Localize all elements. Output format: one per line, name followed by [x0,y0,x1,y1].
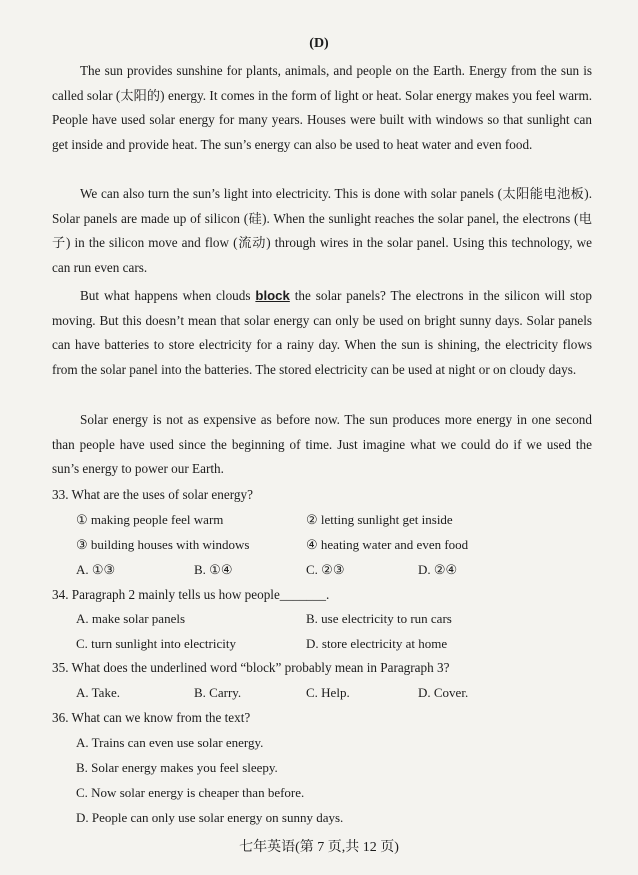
q35-option-d: D. Cover. [418,685,469,700]
question-35-stem: 35. What does the underlined word “block” probably mean in Paragraph 3? [52,660,450,675]
paragraph-2: We can also turn the sun’s light into electricity. This is done with solar panels (太阳能电池板). Solar panels are made up of silicon (硅). When the sunlight reaches the solar panel, the electrons (电子) in the silicon move and flow (流动) through wires in the solar panel. Using this technology, we can run even cars. [52,186,592,275]
paragraph-3-before: But what happens when clouds [80,288,256,303]
q33-option-a: A. ①③ [76,562,116,577]
q35-option-c: C. Help. [306,685,350,700]
q36-option-d: D. People can only use solar energy on sunny days. [76,810,344,825]
question-34-stem: 34. Paragraph 2 mainly tells us how people_______. [52,587,330,602]
page-footer: 七年英语(第 7 页,共 12 页) [239,840,399,855]
q33-statement-4: ④ heating water and even food [306,537,469,552]
q33-statement-1: ① making people feel warm [76,512,224,527]
q34-option-d: D. store electricity at home [306,636,448,651]
q35-option-b: B. Carry. [194,685,242,700]
paragraph-3-after: the solar panels? The electrons in the silicon will stop moving. But this doesn’t mean that solar energy can only be used on bright sunny days. Solar panels can have batteries to store electricity for a rainy day. When the sun is shining, the electricity flows from the solar panel into the batteries. The stored electricity can be used at night or on cloudy days. [52,288,592,377]
underlined-word-block: block [255,288,290,303]
section-title: (D) [309,36,329,51]
q34-option-b: B. use electricity to run cars [306,611,452,626]
q34-option-a: A. make solar panels [76,611,186,626]
q35-option-a: A. Take. [76,685,120,700]
q33-statement-3: ③ building houses with windows [76,537,250,552]
q33-option-c: C. ②③ [306,562,345,577]
q33-option-b: B. ①④ [194,562,233,577]
paragraph-1: The sun provides sunshine for plants, animals, and people on the Earth. Energy from the sun is called solar (太阳的) energy. It comes in the form of light or heat. Solar energy makes you feel warm. People have used solar energy for many years. Houses were built with windows so that sunlight can get inside and provide heat. The sun’s energy can also be used to heat water and even food. [52,63,592,152]
q33-option-d: D. ②④ [418,562,458,577]
question-33-stem: 33. What are the uses of solar energy? [52,487,253,502]
q33-statement-2: ② letting sunlight get inside [306,512,453,527]
q34-option-c: C. turn sunlight into electricity [76,636,236,651]
q36-option-c: C. Now solar energy is cheaper than before. [76,785,305,800]
paragraph-4: Solar energy is not as expensive as before now. The sun produces more energy in one second than people have used since the beginning of time. Just imagine what we could do if we used the sun’s energy to power our Earth. [52,412,592,477]
q36-option-a: A. Trains can even use solar energy. [76,735,264,750]
paragraph-3 [52,284,592,382]
question-36-stem: 36. What can we know from the text? [52,710,251,725]
q36-option-b: B. Solar energy makes you feel sleepy. [76,760,278,775]
